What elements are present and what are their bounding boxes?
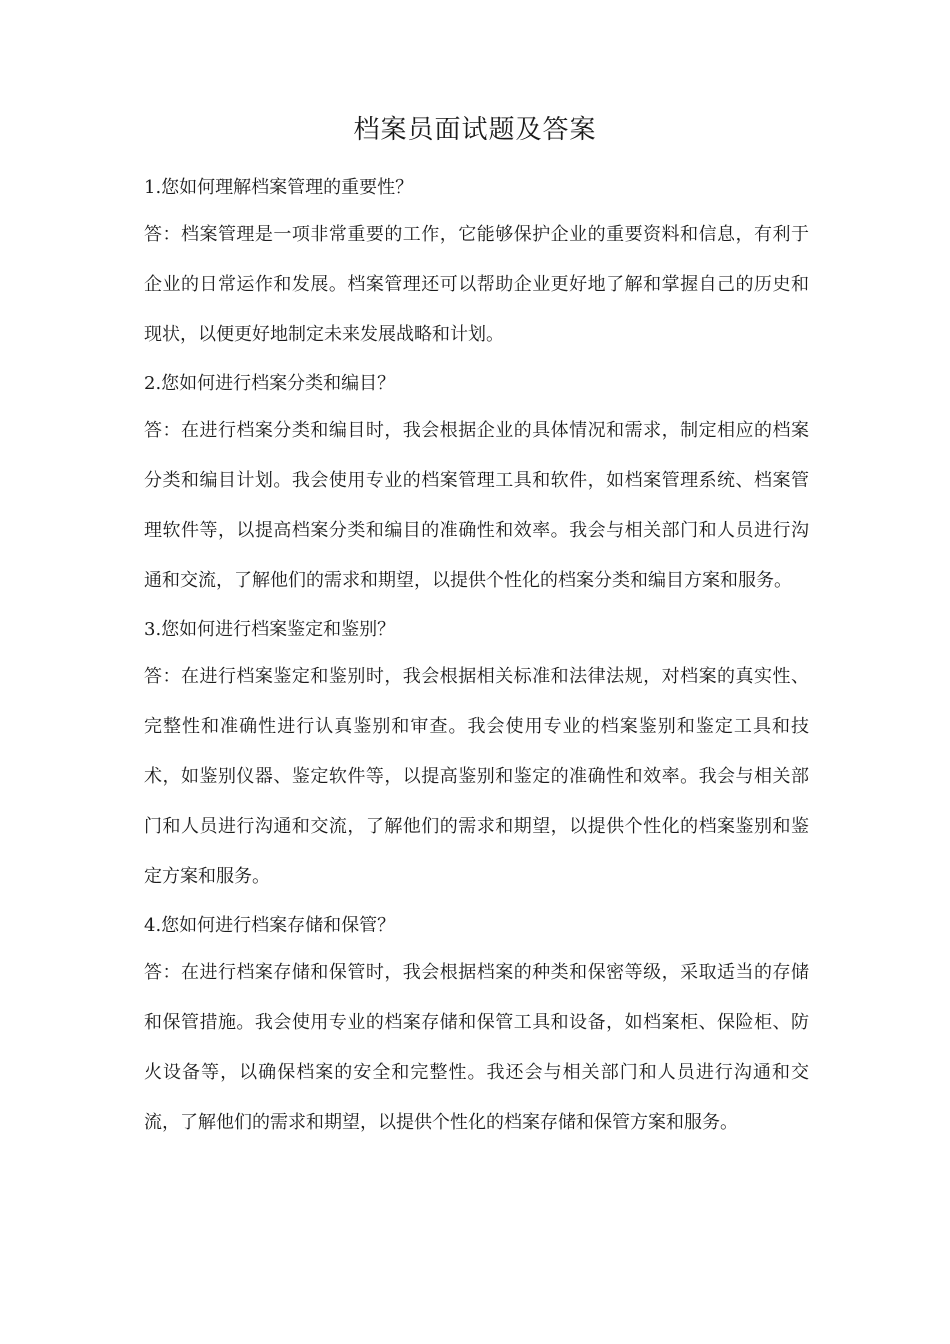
document-title: 档案员面试题及答案 (353, 115, 597, 145)
answer-1: 答：档案管理是一项非常重要的工作，它能够保护企业的重要资料和信息，有利于企业的日常运作和发展。档案管理还可以帮助企业更好地了解和掌握自己的历史和现状，以便更好地制定未来发展战略和计划。 (144, 224, 809, 345)
qa-item-2 (144, 366, 809, 606)
qa-item-3 (144, 612, 809, 902)
question-4: 4.您如何进行档案存储和保管？ (144, 915, 396, 936)
question-2: 2.您如何进行档案分类和编目？ (144, 373, 396, 394)
question-3: 3.您如何进行档案鉴定和鉴别？ (144, 619, 396, 640)
qa-item-1 (144, 170, 809, 360)
question-1: 1.您如何理解档案管理的重要性？ (144, 177, 414, 198)
answer-2: 答：在进行档案分类和编目时，我会根据企业的具体情况和需求，制定相应的档案分类和编目计划。我会使用专业的档案管理工具和软件，如档案管理系统、档案管理软件等，以提高档案分类和编目的准确性和效率。我会与相关部门和人员进行沟通和交流，了解他们的需求和期望，以提供个性化的档案分类和编目方案和服务。 (144, 420, 809, 591)
qa-list (144, 170, 809, 1154)
answer-4: 答：在进行档案存储和保管时，我会根据档案的种类和保密等级，采取适当的存储和保管措施。我会使用专业的档案存储和保管工具和设备，如档案柜、保险柜、防火设备等，以确保档案的安全和完整性。我还会与相关部门和人员进行沟通和交流，了解他们的需求和期望，以提供个性化的档案存储和保管方案和服务。 (144, 962, 809, 1133)
answer-3: 答：在进行档案鉴定和鉴别时，我会根据相关标准和法律法规，对档案的真实性、完整性和准确性进行认真鉴别和审查。我会使用专业的档案鉴别和鉴定工具和技术，如鉴别仪器、鉴定软件等，以提高鉴别和鉴定的准确性和效率。我会与相关部门和人员进行沟通和交流，了解他们的需求和期望，以提供个性化的档案鉴别和鉴定方案和服务。 (144, 666, 809, 887)
qa-item-4 (144, 908, 809, 1148)
